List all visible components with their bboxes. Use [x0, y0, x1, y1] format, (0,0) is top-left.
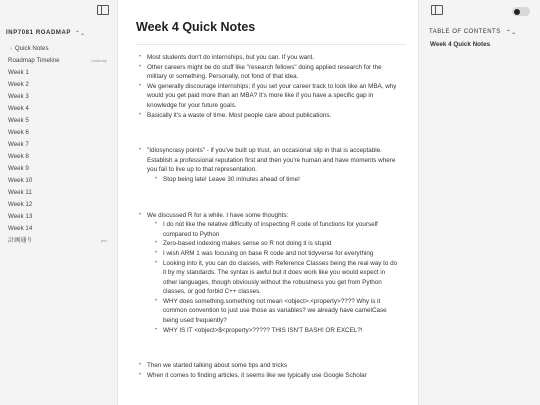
bullet-group: [139, 361, 401, 380]
toc-item[interactable]: Week 4 Quick Notes: [430, 41, 491, 48]
nested-list-item: • WHY IS IT <object>$<property>????? THIS ISN'T BASH! OR EXCEL?!: [155, 326, 401, 336]
right-sidebar: [418, 0, 540, 405]
left-sidebar: [0, 0, 118, 405]
sidebar-item[interactable]: [0, 55, 117, 67]
sidebar-item[interactable]: [0, 223, 117, 235]
list-item-text: We discussed R for a while. I have some thoughts:: [147, 211, 289, 219]
note-editor: [118, 0, 418, 405]
sidebar-item-label: [8, 139, 29, 151]
sidebar-item-text: Week 14: [8, 225, 33, 232]
sidebar-item-text: Quick Notes: [14, 45, 49, 52]
list-item: [139, 211, 401, 336]
sidebar-toggle-icon[interactable]: [97, 5, 109, 15]
sidebar-item-text: Week 2: [8, 81, 29, 88]
sidebar-item-label: [8, 79, 29, 91]
bullet-group: [139, 211, 401, 336]
sidebar-item[interactable]: [0, 199, 117, 211]
sidebar-item-label: [8, 103, 29, 115]
sidebar-item[interactable]: [0, 43, 117, 55]
sidebar-item-label: [8, 67, 29, 79]
sidebar-item-text: Week 6: [8, 129, 29, 136]
sidebar-item[interactable]: [0, 103, 117, 115]
sidebar-item[interactable]: [0, 175, 117, 187]
sidebar-item-text: Roadmap Timeline: [8, 57, 60, 64]
nested-list-item: • Looking into it, you can do classes, with Reference Classes being the real way to do it by my standards. The syntax is awful but it does work like you would expect in other languages, though obviously without the robustness you get from Python classes, or god forbid C++ classes.: [155, 259, 401, 297]
sidebar-item-text: Week 7: [8, 141, 29, 148]
file-tree: [0, 43, 117, 247]
sidebar-item-tag: jmc: [100, 238, 107, 243]
sidebar-item-label: [8, 187, 32, 199]
list-item-text: Then we started talking about some tips and tricks: [147, 362, 288, 370]
nested-list: [155, 175, 401, 185]
sidebar-item-label: [8, 127, 29, 139]
sidebar-item[interactable]: [0, 127, 117, 139]
sidebar-item[interactable]: [0, 235, 117, 247]
nested-list-item: • I wish ARM 1 was focusing on base R code and not tidyverse for everything: [155, 249, 401, 259]
list-item-text: Most students don't do internships, but you can. If you want.: [147, 54, 315, 61]
nested-list-item: • Zero-based indexing makes sense so R not doing it is stupid: [155, 239, 401, 249]
list-item: [139, 371, 401, 381]
list-item: [139, 53, 401, 63]
nested-list-item: • WHY does something.something not mean <object>.<property>???? Why is it common convention to just use those as variables? we already have camelCase being used frequently?: [155, 297, 401, 326]
toc-heading: TABLE OF CONTENTS: [429, 29, 501, 35]
sidebar-item-text: Week 12: [8, 201, 33, 208]
sidebar-item-text: Week 4: [8, 105, 29, 112]
sidebar-item-text: Week 13: [8, 213, 33, 220]
bullet-group: [139, 146, 401, 184]
sidebar-item-label: [8, 115, 29, 127]
left-sidebar-header: [0, 0, 117, 24]
sidebar-item-tag: roadmap: [91, 58, 107, 63]
list-item: [139, 361, 401, 371]
sidebar-item-text: Week 10: [8, 177, 33, 184]
sidebar-item[interactable]: [0, 163, 117, 175]
chevron-right-icon: ›: [10, 46, 12, 52]
sidebar-item-label: [8, 163, 29, 175]
page-title: Week 4 Quick Notes: [136, 20, 256, 34]
sidebar-item-text: Week 11: [8, 189, 32, 196]
theme-toggle-switch[interactable]: [512, 7, 530, 16]
sidebar-item-label: [8, 175, 32, 187]
vault-switcher[interactable]: [0, 26, 117, 40]
sidebar-item-label: [8, 211, 32, 223]
nested-list: [155, 220, 401, 335]
nested-list-item: • Stop being late! Leave 30 minutes ahead of time!: [155, 175, 401, 185]
sidebar-item-text: Week 1: [8, 69, 29, 76]
sidebar-item-label: [8, 55, 60, 67]
list-item: [139, 63, 401, 82]
sidebar-item-label: [10, 43, 49, 55]
sidebar-item-label: [8, 235, 33, 247]
list-item: [139, 146, 401, 184]
sidebar-item-text: 計画通り: [8, 237, 33, 244]
sidebar-item[interactable]: [0, 115, 117, 127]
sidebar-item[interactable]: [0, 91, 117, 103]
sidebar-item[interactable]: [0, 139, 117, 151]
sidebar-item-label: [8, 223, 32, 235]
list-item-text: Other careers might be do stuff like "research fellows" doing applied research for the military or something. Personally, not fond of that idea.: [147, 63, 382, 81]
toc-header[interactable]: [429, 29, 517, 36]
sidebar-item-text: Week 5: [8, 117, 29, 124]
sidebar-item-text: Week 9: [8, 165, 29, 172]
right-sidebar-toggle-icon[interactable]: [431, 5, 443, 15]
list-item-text: We generally discourage internships; if you set your career track to look like an MBA, why would you get paid more than an MBA? It's more like if you have a specific gap in knowledge for your future goals.: [147, 82, 397, 109]
sidebar-item[interactable]: [0, 151, 117, 163]
sidebar-item[interactable]: [0, 211, 117, 223]
sidebar-item-text: Week 3: [8, 93, 29, 100]
sidebar-item-text: Week 8: [8, 153, 29, 160]
list-item-text: "Idiosyncrasy points" - if you've built up trust, an occasional slip in that is acceptable. Establish a professional reputation first and then you're human and have moments where you fail to live up to that representation.: [147, 147, 396, 174]
sidebar-item-label: [8, 151, 29, 163]
nested-list-item: • I do not like the relative difficulty of inspecting R code of functions for yourself compared to Python: [155, 220, 401, 239]
sidebar-item-label: [8, 91, 29, 103]
sidebar-item[interactable]: [0, 67, 117, 79]
list-item: [139, 111, 401, 121]
list-item-text: Basically it's a waste of time. Most people care about publications.: [147, 111, 332, 119]
vault-name: INP7081 ROADMAP: [6, 30, 72, 36]
sidebar-item[interactable]: [0, 187, 117, 199]
sidebar-item-label: [8, 199, 32, 211]
sidebar-item[interactable]: [0, 79, 117, 91]
chevron-updown-icon: ⌃⌄: [75, 30, 86, 37]
list-item-text: When it comes to finding articles, it seems like we typically use Google Scholar: [147, 371, 367, 379]
chevron-updown-icon: ⌃⌄: [505, 30, 517, 36]
bullet-group: [139, 53, 401, 120]
list-item: [139, 82, 401, 111]
title-divider: [136, 44, 406, 45]
note-body[interactable]: [139, 53, 401, 405]
